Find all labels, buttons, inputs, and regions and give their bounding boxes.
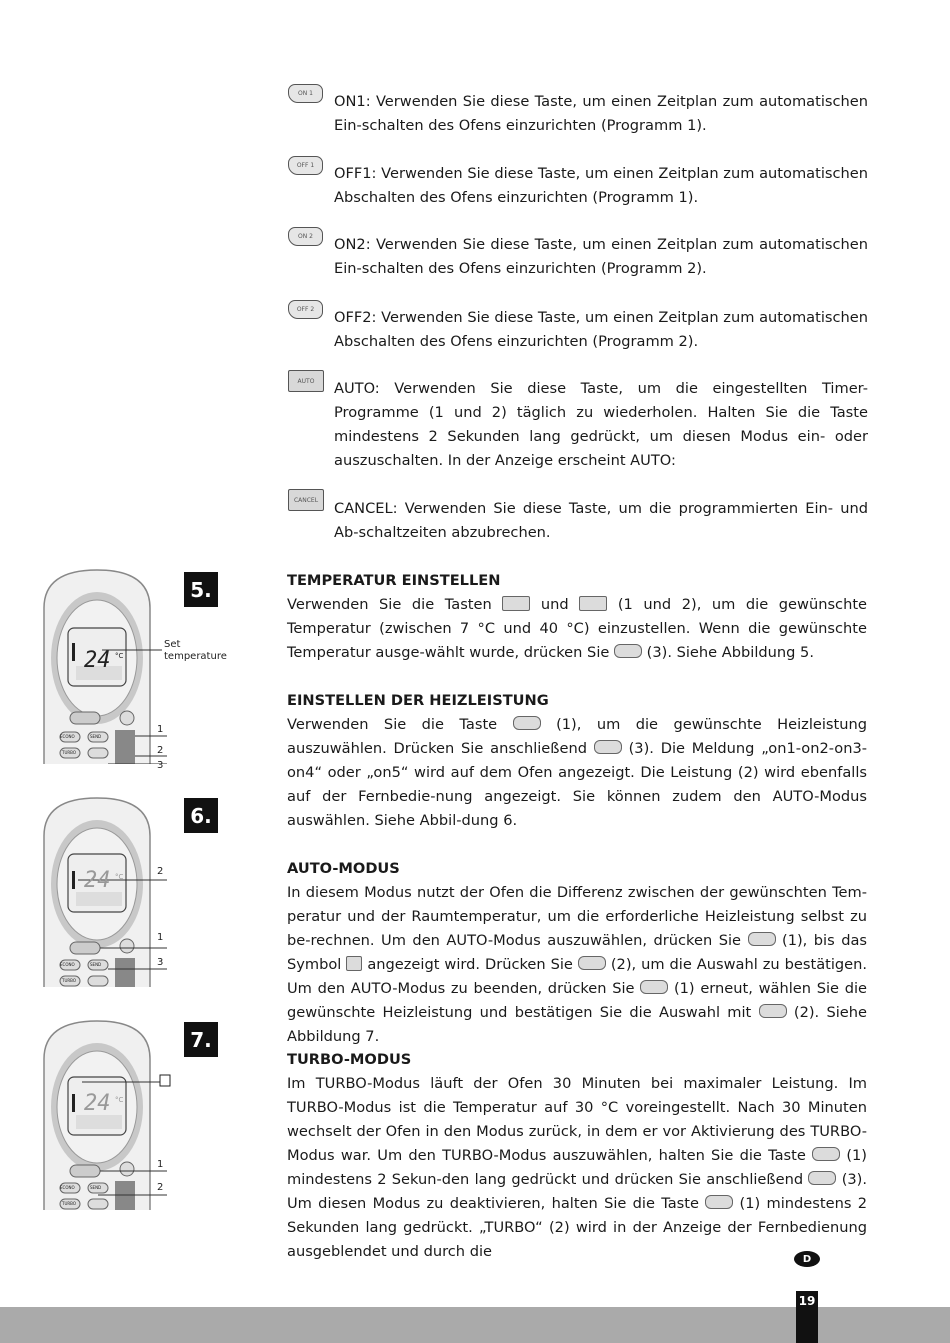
fan-key-icon bbox=[640, 980, 668, 994]
figure-number: 7. bbox=[184, 1022, 218, 1057]
send-key-label: SEND bbox=[90, 1185, 102, 1190]
cancel-button-icon: CANCEL bbox=[288, 489, 324, 511]
send-key-icon bbox=[808, 1171, 836, 1185]
turbo-key-icon bbox=[812, 1147, 840, 1161]
off1-button-icon: OFF 1 bbox=[288, 156, 323, 175]
send-key-icon bbox=[614, 644, 642, 658]
callout-number: 1 bbox=[157, 724, 164, 735]
turbo-key-label: TURBO bbox=[62, 978, 76, 983]
button-description: CANCEL: Verwenden Sie diese Taste, um die programmierten Ein- und Ab-schaltzeiten abzubrechen. bbox=[334, 500, 868, 541]
display-unit: °C bbox=[115, 1096, 124, 1104]
send-key-label: SEND bbox=[90, 962, 102, 967]
turbo-key-label: TURBO bbox=[62, 750, 76, 755]
on1-button-icon: ON 1 bbox=[288, 84, 323, 103]
send-key-icon bbox=[578, 956, 606, 970]
button-description: OFF2: Verwenden Sie diese Taste, um einen Zeitplan zum automatischen Abschalten des Ofens einzurichten (Programm 2). bbox=[334, 309, 868, 350]
remote-control-figure-6 bbox=[42, 796, 172, 987]
fan-key-icon bbox=[748, 932, 776, 946]
section-body: Verwenden Sie die Taste (1), um die gewünschte Heizleistung auszuwählen. Drücken Sie anschließend (3). Die Meldung „on1-on2-on3-on4“ oder „on5“ wird auf dem Ofen angezeigt. Die Leistung (2) wird ebenfalls auf der Fernbedie-nung angezeigt. Sie können zudem den AUTO-Modus auswählen. Siehe Abbil-dung 6. bbox=[287, 716, 868, 829]
callout-number: 1 bbox=[157, 1159, 164, 1170]
section-temperature bbox=[287, 569, 867, 665]
up-arrow-key-icon bbox=[502, 596, 530, 611]
section-body: In diesem Modus nutzt der Ofen die Differenz zwischen der gewünschten Tem-peratur und der Raumtemperatur, um die erforderliche Heizleistung selbst zu be-rechnen. Um den AUTO-Modus auszuwählen, drücken Sie (1), bis das Symbol angezeigt wird. Drücken Sie (2), um die Auswahl zu bestätigen. Um den AUTO-Modus zu beenden, drücken Sie (1) erneut, wählen Sie die gewünschte Heizleistung und bestätigen Sie die Auswahl mit (2). Siehe Abbildung 7. bbox=[287, 884, 868, 1045]
callout-number: 2 bbox=[157, 745, 164, 756]
language-badge: D bbox=[794, 1251, 820, 1267]
econo-key-label: ECONO bbox=[60, 962, 75, 967]
button-item-cancel bbox=[288, 489, 868, 545]
down-arrow-key-icon bbox=[579, 596, 607, 611]
callout-number: 3 bbox=[157, 957, 164, 968]
button-description: OFF1: Verwenden Sie diese Taste, um einen Zeitplan zum automatischen Abschalten des Ofens einzurichten (Programm 1). bbox=[334, 165, 868, 206]
button-item-off2 bbox=[288, 300, 868, 354]
send-key-icon bbox=[594, 740, 622, 754]
button-description: AUTO: Verwenden Sie diese Taste, um die eingestellten Timer-Programme (1 und 2) täglich zu wiederholen. Halten Sie die Taste mindestens 2 Sekunden lang gedrückt, um diesen Modus ein- oder auszuschalten. In der Anzeige erscheint AUTO: bbox=[334, 380, 868, 469]
remote-control-figure-5 bbox=[42, 568, 172, 764]
button-description: ON1: Verwenden Sie diese Taste, um einen Zeitplan zum automatischen Ein-schalten des Ofens einzurichten (Programm 1). bbox=[334, 93, 868, 134]
button-item-on2 bbox=[288, 227, 868, 281]
button-item-auto bbox=[288, 370, 868, 473]
section-heading: TEMPERATUR EINSTELLEN bbox=[287, 572, 501, 589]
off2-button-icon: OFF 2 bbox=[288, 300, 323, 319]
econo-key-label: ECONO bbox=[60, 1185, 75, 1190]
auto-button-icon: AUTO bbox=[288, 370, 324, 392]
display-unit: °C bbox=[115, 873, 124, 881]
turbo-key-icon bbox=[705, 1195, 733, 1209]
display-temperature: 24 bbox=[84, 648, 111, 673]
figure-number: 6. bbox=[184, 798, 218, 833]
on2-button-icon: ON 2 bbox=[288, 227, 323, 246]
econo-key-label: ECONO bbox=[60, 734, 75, 739]
section-turbo-mode bbox=[287, 1048, 867, 1264]
set-temperature-callout: Set temperature bbox=[164, 639, 227, 662]
callout-number: 2 bbox=[157, 866, 164, 877]
fan-key-icon bbox=[513, 716, 541, 730]
remote-control-figure-7 bbox=[42, 1019, 172, 1210]
section-heading: AUTO-MODUS bbox=[287, 860, 400, 877]
figure-number: 5. bbox=[184, 572, 218, 607]
callout-number: 2 bbox=[157, 1182, 164, 1193]
button-description: ON2: Verwenden Sie diese Taste, um einen Zeitplan zum automatischen Ein-schalten des Ofens einzurichten (Programm 2). bbox=[334, 236, 868, 277]
page-number: 19 bbox=[796, 1291, 818, 1343]
callout-number: 3 bbox=[157, 760, 164, 771]
section-heading: TURBO-MODUS bbox=[287, 1051, 412, 1068]
section-heading: EINSTELLEN DER HEIZLEISTUNG bbox=[287, 692, 549, 709]
button-item-on1 bbox=[288, 84, 868, 138]
send-key-label: SEND bbox=[90, 734, 102, 739]
section-heating-power bbox=[287, 689, 867, 833]
auto-symbol-icon bbox=[346, 956, 362, 971]
display-temperature: 24 bbox=[84, 1091, 111, 1116]
section-body: Im TURBO-Modus läuft der Ofen 30 Minuten bei maximaler Leistung. Im TURBO-Modus ist die Temperatur auf 30 °C voreingestellt. Nach 30 Minuten wechselt der Ofen in den Modus zurück, in dem er vor Aktivierung des TURBO-Modus war. Um den TURBO-Modus auszuwählen, halten Sie die Taste (1) mindestens 2 Sekun-den lang gedrückt und drücken Sie anschließend (3). Um diesen Modus zu deaktivieren, halten Sie die Taste (1) mindestens 2 Sekunden lang gedrückt. „TURBO“ (2) wird in der Anzeige der Fernbedienung ausgeblendet und durch die bbox=[287, 1075, 868, 1260]
section-body: Verwenden Sie die Tasten und (1 und 2), um die gewünschte Temperatur (zwischen 7 °C und 40 °C) einzustellen. Wenn die gewünschte Temperatur ausge-wählt wurde, drücken Sie (3). Siehe Abbildung 5. bbox=[287, 596, 868, 661]
section-auto-mode bbox=[287, 857, 867, 1049]
callout-number: 1 bbox=[157, 932, 164, 943]
button-item-off1 bbox=[288, 156, 868, 210]
display-unit: °C bbox=[115, 652, 124, 660]
turbo-key-label: TURBO bbox=[62, 1201, 76, 1206]
display-temperature: 24 bbox=[84, 868, 111, 893]
send-key-icon bbox=[759, 1004, 787, 1018]
